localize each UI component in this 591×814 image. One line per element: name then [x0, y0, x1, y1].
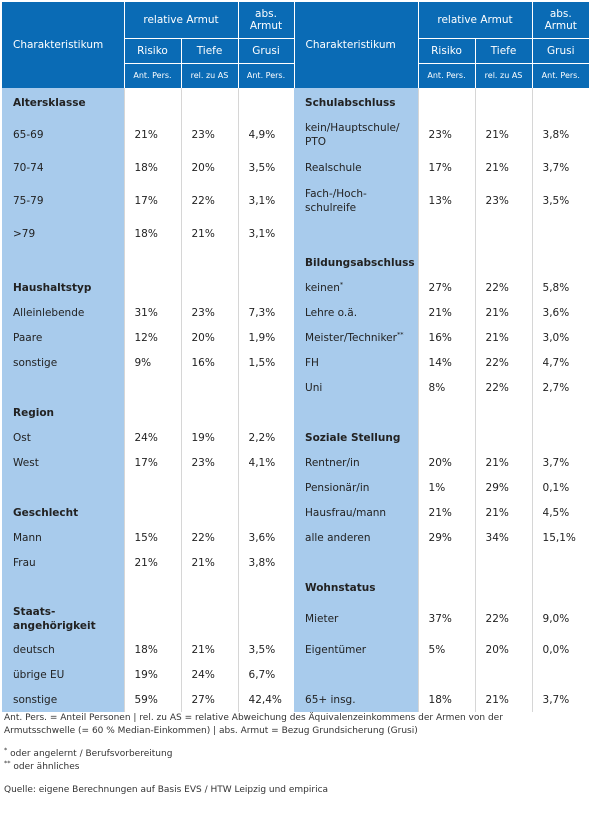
footnote-2-mark: ** [4, 759, 11, 767]
table-row [2, 525, 589, 550]
row-label [2, 325, 124, 350]
footnote-2 [4, 761, 564, 774]
row-label-text: Region [13, 406, 55, 419]
risiko-value: 17% [124, 184, 181, 217]
row-label [2, 687, 124, 712]
table-row [2, 550, 589, 575]
header-unit-grusi-left: Ant. Pers. [238, 63, 294, 88]
row-label-text: Haushaltstyp [13, 281, 92, 294]
header-grusi-left: Grusi [238, 38, 294, 63]
grusi-value: 3,1% [238, 184, 294, 217]
header-abs-armut-right [532, 2, 589, 38]
risiko-value: 23% [418, 118, 475, 151]
risiko-value: 37% [418, 600, 475, 637]
tiefe-value: 34% [475, 525, 532, 550]
tiefe-value [181, 250, 238, 275]
row-label [294, 600, 418, 637]
header-tiefe-left: Tiefe [181, 38, 238, 63]
risiko-value: 18% [124, 217, 181, 250]
risiko-value: 24% [124, 425, 181, 450]
grusi-value: 0,0% [532, 637, 589, 662]
grusi-value: 3,6% [238, 525, 294, 550]
tiefe-value [181, 88, 238, 118]
tiefe-value: 21% [475, 325, 532, 350]
risiko-value [418, 250, 475, 275]
footnote-2-text: oder ähnliches [10, 762, 80, 772]
table-row [2, 88, 589, 118]
risiko-value [418, 662, 475, 687]
header-unit-tiefe-right: rel. zu AS [475, 63, 532, 88]
table-row [2, 250, 589, 275]
row-label [2, 550, 124, 575]
risiko-value: 27% [418, 275, 475, 300]
tiefe-value [181, 575, 238, 600]
tiefe-value: 21% [475, 500, 532, 525]
header-unit-tiefe-left: rel. zu AS [181, 63, 238, 88]
grusi-value [532, 250, 589, 275]
tiefe-value [181, 600, 238, 637]
tiefe-value: 24% [181, 662, 238, 687]
row-label [294, 375, 418, 400]
row-label-text: kein/Hauptschule/ PTO [305, 121, 400, 148]
tiefe-value [181, 400, 238, 425]
tiefe-value: 21% [475, 450, 532, 475]
table-row [2, 375, 589, 400]
grusi-value [238, 600, 294, 637]
row-label [2, 217, 124, 250]
header-abs-armut-left [238, 2, 294, 38]
risiko-value: 14% [418, 350, 475, 375]
row-label-text: 65-69 [13, 128, 44, 141]
row-label-text: Eigentümer [305, 643, 367, 656]
tiefe-value: 22% [475, 600, 532, 637]
risiko-value [418, 88, 475, 118]
grusi-value: 3,5% [238, 637, 294, 662]
tiefe-value [475, 662, 532, 687]
grusi-value [532, 550, 589, 575]
header-charakteristikum-left: Charakteristikum [2, 2, 124, 88]
grusi-value: 5,8% [532, 275, 589, 300]
header-risiko-left: Risiko [124, 38, 181, 63]
footnote-marker: * [339, 280, 344, 288]
row-label-text: übrige EU [13, 668, 65, 681]
header-relative-armut-right: relative Armut [418, 2, 532, 38]
risiko-value: 8% [418, 375, 475, 400]
table-row [2, 400, 589, 425]
grusi-value [532, 400, 589, 425]
grusi-value [532, 662, 589, 687]
row-label [2, 637, 124, 662]
grusi-value: 3,6% [532, 300, 589, 325]
row-label-text: Realschule [305, 161, 362, 174]
risiko-value [124, 250, 181, 275]
grusi-value: 4,7% [532, 350, 589, 375]
category-heading [2, 500, 124, 525]
table-row [2, 475, 589, 500]
tiefe-value: 23% [475, 184, 532, 217]
table-row [2, 184, 589, 217]
tiefe-value: 20% [475, 637, 532, 662]
row-label-text: West [13, 456, 39, 469]
row-label [294, 450, 418, 475]
risiko-value [124, 88, 181, 118]
grusi-value [532, 88, 589, 118]
header-unit-risiko-right: Ant. Pers. [418, 63, 475, 88]
row-label [294, 350, 418, 375]
row-label [2, 118, 124, 151]
row-label-text: Frau [13, 556, 36, 569]
row-label-text: Paare [13, 331, 43, 344]
row-label [294, 475, 418, 500]
grusi-value: 2,2% [238, 425, 294, 450]
grusi-value: 3,7% [532, 687, 589, 712]
row-label [2, 575, 124, 600]
grusi-value: 4,9% [238, 118, 294, 151]
risiko-value: 18% [124, 637, 181, 662]
table-row [2, 687, 589, 712]
tiefe-value [475, 425, 532, 450]
risiko-value [124, 575, 181, 600]
row-label-text: Meister/Techniker [305, 331, 397, 344]
grusi-value: 3,7% [532, 151, 589, 184]
footnote-marker: ** [396, 330, 404, 338]
table-row [2, 275, 589, 300]
table-row [2, 500, 589, 525]
table-header [2, 2, 589, 88]
risiko-value: 13% [418, 184, 475, 217]
grusi-value: 3,8% [238, 550, 294, 575]
row-label [294, 400, 418, 425]
header-risiko-right: Risiko [418, 38, 475, 63]
grusi-value: 4,1% [238, 450, 294, 475]
risiko-value: 16% [418, 325, 475, 350]
tiefe-value: 22% [475, 375, 532, 400]
source-note: Quelle: eigene Berechnungen auf Basis EVS / HTW Leipzig und empirica [4, 785, 329, 795]
row-label-text: >79 [13, 227, 36, 240]
header-abs-line2: Armut [249, 19, 283, 32]
tiefe-value [181, 475, 238, 500]
grusi-value: 1,9% [238, 325, 294, 350]
risiko-value: 1% [418, 475, 475, 500]
row-label [2, 662, 124, 687]
row-label [2, 475, 124, 500]
grusi-value: 42,4% [238, 687, 294, 712]
tiefe-value: 20% [181, 325, 238, 350]
header-charakteristikum-right: Charakteristikum [294, 2, 418, 88]
row-label [2, 250, 124, 275]
tiefe-value [181, 275, 238, 300]
grusi-value [532, 575, 589, 600]
category-heading [294, 425, 418, 450]
tiefe-value: 23% [181, 118, 238, 151]
footnote-1-text: oder angelernt / Berufsvorbereitung [7, 749, 173, 759]
risiko-value: 21% [124, 550, 181, 575]
header-unit-grusi-right: Ant. Pers. [532, 63, 589, 88]
tiefe-value: 16% [181, 350, 238, 375]
table-notes [4, 712, 564, 797]
tiefe-value: 21% [181, 217, 238, 250]
row-label-text: 70-74 [13, 161, 44, 174]
table-row [2, 450, 589, 475]
grusi-value [238, 500, 294, 525]
row-label-text: deutsch [13, 643, 55, 656]
category-heading [2, 400, 124, 425]
tiefe-value: 23% [181, 300, 238, 325]
tiefe-value: 21% [475, 151, 532, 184]
header-abs-line1: abs. [255, 7, 277, 20]
grusi-value: 3,5% [532, 184, 589, 217]
category-heading [294, 250, 418, 275]
abbreviation-note: Ant. Pers. = Anteil Personen | rel. zu AS = relative Abweichung des Äquivalenzeinkommens der Armen von der Armutsschwelle (= 60 % Median-Einkommen) | abs. Armut = Bezug Grundsicherung (Grusi) [4, 713, 503, 736]
grusi-value: 9,0% [532, 600, 589, 637]
risiko-value: 20% [418, 450, 475, 475]
header-tiefe-right: Tiefe [475, 38, 532, 63]
risiko-value: 9% [124, 350, 181, 375]
table-row [2, 118, 589, 151]
header-relative-armut-left: relative Armut [124, 2, 238, 38]
risiko-value: 5% [418, 637, 475, 662]
category-heading [294, 88, 418, 118]
risiko-value: 21% [418, 500, 475, 525]
grusi-value: 6,7% [238, 662, 294, 687]
tiefe-value [475, 217, 532, 250]
grusi-value [238, 475, 294, 500]
row-label [294, 300, 418, 325]
risiko-value [124, 500, 181, 525]
row-label [2, 350, 124, 375]
tiefe-value: 22% [181, 184, 238, 217]
row-label-text: Pensionär/in [305, 481, 370, 494]
poverty-table-container [2, 2, 589, 712]
tiefe-value: 21% [475, 118, 532, 151]
table-row [2, 637, 589, 662]
poverty-characteristics-table [2, 2, 589, 712]
grusi-value: 3,8% [532, 118, 589, 151]
risiko-value: 21% [124, 118, 181, 151]
category-heading [2, 88, 124, 118]
row-label-text: Geschlecht [13, 506, 79, 519]
grusi-value: 3,1% [238, 217, 294, 250]
risiko-value: 19% [124, 662, 181, 687]
category-heading [2, 275, 124, 300]
table-row [2, 600, 589, 637]
category-heading [294, 575, 418, 600]
grusi-value: 1,5% [238, 350, 294, 375]
row-label [294, 118, 418, 151]
row-label-text: 65+ insg. [305, 693, 356, 706]
row-label [294, 500, 418, 525]
risiko-value [418, 550, 475, 575]
row-label-text: Wohnstatus [305, 581, 376, 594]
grusi-value: 3,0% [532, 325, 589, 350]
grusi-value [238, 575, 294, 600]
grusi-value [532, 217, 589, 250]
grusi-value: 3,7% [532, 450, 589, 475]
row-label-text: Schulabschluss [305, 97, 396, 109]
risiko-value: 18% [124, 151, 181, 184]
grusi-value: 7,3% [238, 300, 294, 325]
risiko-value [124, 275, 181, 300]
tiefe-value: 21% [181, 550, 238, 575]
header-abs-line1: abs. [549, 7, 572, 20]
table-body [2, 88, 589, 712]
risiko-value [124, 400, 181, 425]
row-label-text: Altersklasse [13, 97, 86, 109]
risiko-value [418, 575, 475, 600]
risiko-value: 59% [124, 687, 181, 712]
row-label-text: Ost [13, 431, 31, 444]
grusi-value: 3,5% [238, 151, 294, 184]
table-row [2, 151, 589, 184]
grusi-value [238, 375, 294, 400]
row-label-text: Bildungsabschluss [305, 256, 415, 269]
row-label [294, 184, 418, 217]
table-row [2, 350, 589, 375]
risiko-value [124, 375, 181, 400]
risiko-value: 17% [124, 450, 181, 475]
row-label-text: Hausfrau/mann [305, 506, 387, 519]
risiko-value [124, 600, 181, 637]
risiko-value: 17% [418, 151, 475, 184]
table-row [2, 217, 589, 250]
tiefe-value [475, 575, 532, 600]
row-label [294, 325, 418, 350]
header-abs-line2: Armut [544, 19, 577, 32]
grusi-value [238, 275, 294, 300]
tiefe-value: 21% [475, 300, 532, 325]
tiefe-value: 22% [181, 525, 238, 550]
tiefe-value: 23% [181, 450, 238, 475]
row-label-text: Soziale Stellung [305, 431, 401, 444]
tiefe-value: 20% [181, 151, 238, 184]
table-row [2, 425, 589, 450]
table-row [2, 662, 589, 687]
row-label-text: alle anderen [305, 531, 371, 544]
footnote-1 [4, 748, 564, 761]
row-label-text: Staats- angehörigkeit [13, 605, 96, 632]
category-heading [2, 600, 124, 637]
row-label [294, 637, 418, 662]
row-label [2, 300, 124, 325]
grusi-value: 4,5% [532, 500, 589, 525]
risiko-value: 29% [418, 525, 475, 550]
footnote-1-mark: * [4, 746, 8, 754]
row-label [294, 687, 418, 712]
row-label [2, 525, 124, 550]
row-label [2, 184, 124, 217]
row-label-text: keinen [305, 281, 340, 294]
row-label [2, 450, 124, 475]
grusi-value [238, 88, 294, 118]
row-label [2, 375, 124, 400]
risiko-value [418, 425, 475, 450]
tiefe-value: 19% [181, 425, 238, 450]
risiko-value: 15% [124, 525, 181, 550]
grusi-value: 15,1% [532, 525, 589, 550]
tiefe-value [181, 500, 238, 525]
table-row [2, 575, 589, 600]
row-label [294, 151, 418, 184]
row-label-text: Uni [305, 381, 323, 394]
row-label-text: Rentner/in [305, 456, 360, 469]
tiefe-value: 29% [475, 475, 532, 500]
table-row [2, 325, 589, 350]
row-label [294, 217, 418, 250]
row-label-text: Mann [13, 531, 42, 544]
tiefe-value [475, 250, 532, 275]
row-label [294, 275, 418, 300]
row-label-text: Mieter [305, 612, 339, 625]
table-row [2, 300, 589, 325]
grusi-value [238, 400, 294, 425]
risiko-value: 12% [124, 325, 181, 350]
row-label-text: Alleinlebende [13, 306, 85, 319]
grusi-value: 2,7% [532, 375, 589, 400]
risiko-value [418, 217, 475, 250]
risiko-value: 18% [418, 687, 475, 712]
tiefe-value: 21% [475, 687, 532, 712]
row-label-text: sonstige [13, 693, 58, 706]
risiko-value: 31% [124, 300, 181, 325]
header-grusi-right: Grusi [532, 38, 589, 63]
risiko-value: 21% [418, 300, 475, 325]
risiko-value [418, 400, 475, 425]
row-label-text: sonstige [13, 356, 58, 369]
row-label-text: Lehre o.ä. [305, 306, 358, 319]
row-label [294, 550, 418, 575]
row-label-text: 75-79 [13, 194, 44, 207]
grusi-value [532, 425, 589, 450]
tiefe-value: 22% [475, 275, 532, 300]
header-unit-risiko-left: Ant. Pers. [124, 63, 181, 88]
row-label [294, 525, 418, 550]
row-label [2, 425, 124, 450]
tiefe-value [181, 375, 238, 400]
grusi-value [238, 250, 294, 275]
row-label [294, 662, 418, 687]
row-label [2, 151, 124, 184]
tiefe-value: 21% [181, 637, 238, 662]
row-label-text: FH [305, 356, 319, 369]
risiko-value [124, 475, 181, 500]
row-label-text: Fach-/Hoch- schulreife [305, 187, 367, 214]
tiefe-value [475, 88, 532, 118]
tiefe-value [475, 550, 532, 575]
tiefe-value: 27% [181, 687, 238, 712]
tiefe-value: 22% [475, 350, 532, 375]
tiefe-value [475, 400, 532, 425]
grusi-value: 0,1% [532, 475, 589, 500]
